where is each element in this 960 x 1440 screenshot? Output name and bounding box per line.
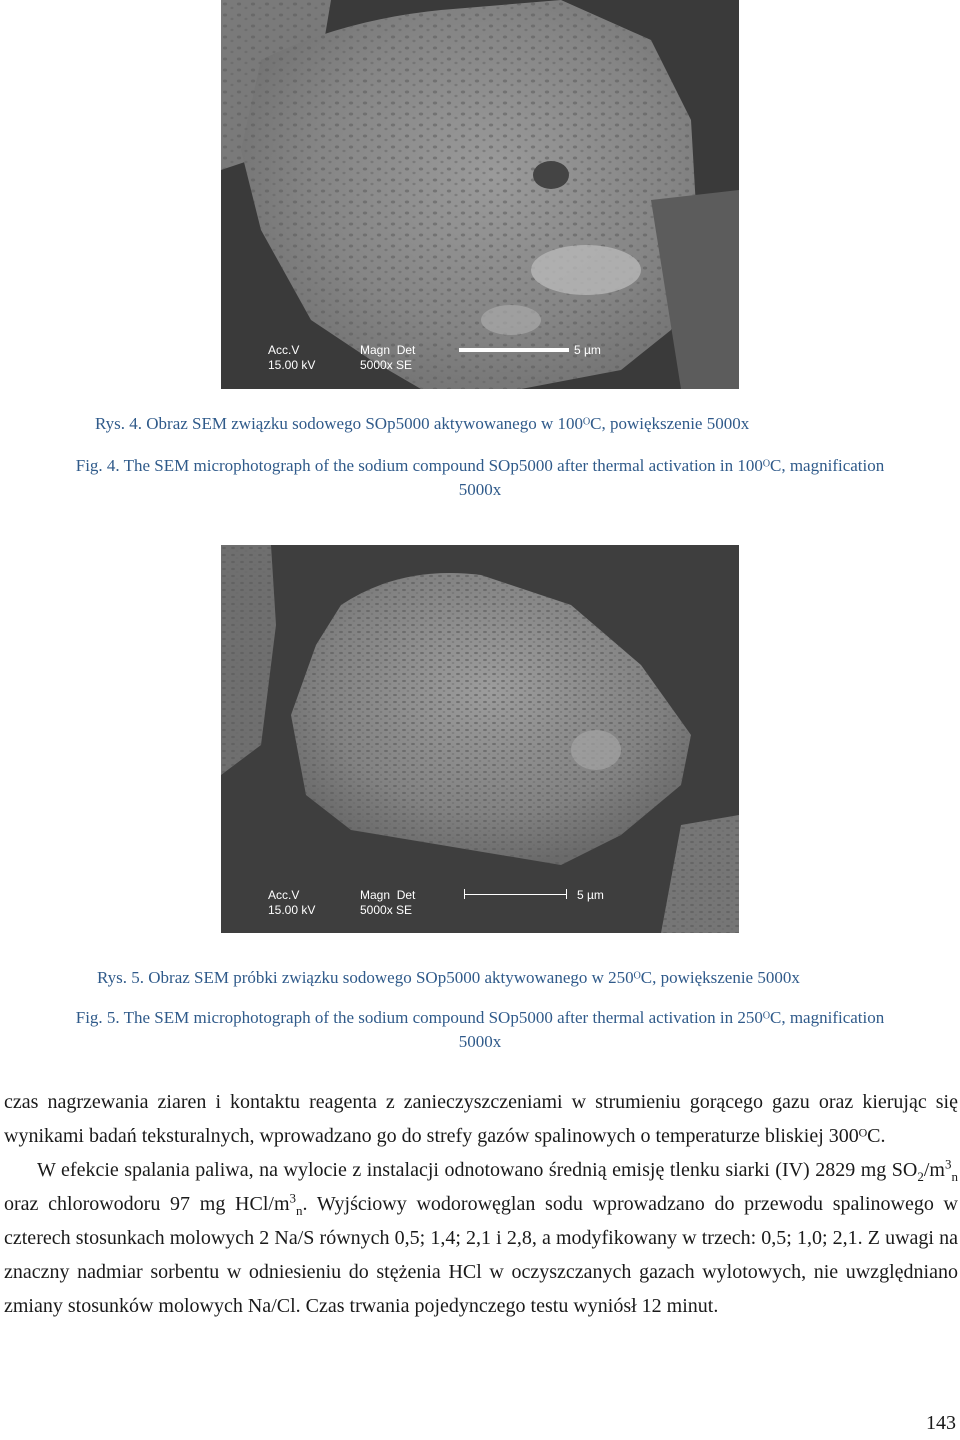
paragraph-2: W efekcie spalania paliwa, na wylocie z instalacji odnotowano średnią emisję tlenku siarki (IV) 2829 mg $SO_2/m^3_n$ oraz chlorowodoru 97 mg HCl/$m^3_n$. Wyjściowy wodorowęglan sodu wprowadzano do przewodu spalinowego w czterech stosunkach molowych 2 Na/S równych 0,5; 1,4; 2,1 i 2,8, a modyfikowany w trzech: 0,5; 1,0; 2,1. Z uwagi na znaczny nadmiar sorbentu w odniesieniu do stężenia HCl w oczyszczanych gazach wylotowych, nie uwzględniano zmiany stosunków molowych Na/Cl. Czas trwania pojedynczego testu wyniósł 12 minut. — [4, 1156, 958, 1317]
sem-image-fig5 — [221, 545, 739, 933]
scale-label: 5 µm — [574, 343, 601, 357]
acc-label: Acc.V 15.00 kV — [268, 343, 316, 372]
body-text — [4, 1085, 958, 1323]
figure4-caption-en: Fig. 4. The SEM microphotograph of the sodium compound SOp5000 after thermal activation in 100ᴼC, magnification 5000x — [75, 456, 885, 499]
scale-bar — [464, 894, 567, 895]
magn-label: Magn Det 5000x SE — [360, 343, 416, 372]
scale-bar-tick-right — [566, 889, 567, 899]
figure5-caption-pl: Rys. 5. Obraz SEM próbki związku sodowego SOp5000 aktywowanego w 250ᴼC, powiększenie 5000x — [97, 968, 800, 987]
magn-label: Magn Det 5000x SE — [360, 888, 416, 917]
figure4-caption-pl: Rys. 4. Obraz SEM związku sodowego SOp5000 aktywowanego w 100ᴼC, powiększenie 5000x — [95, 414, 750, 433]
scale-bar-tick-left — [464, 889, 465, 899]
sem-image-fig4 — [221, 0, 739, 389]
scale-bar — [459, 348, 569, 352]
scale-label: 5 µm — [577, 888, 604, 902]
paragraph-1: czas nagrzewania ziaren i kontaktu reagenta z zanieczyszczeniami w strumieniu gorącego gazu oraz kierując się wynikami badań teksturalnych, wprowadzano go do strefy gazów spalinowych o temperaturze bliskiej 300ᴼC. — [4, 1091, 958, 1147]
page-number: 143 — [926, 1412, 956, 1434]
sem-micrograph-fig5 — [221, 545, 739, 933]
sem-micrograph-fig4 — [221, 0, 739, 389]
figure5-caption-en: Fig. 5. The SEM microphotograph of the sodium compound SOp5000 after thermal activation in 250ᴼC, magnification 5000x — [75, 1008, 885, 1051]
acc-label: Acc.V 15.00 kV — [268, 888, 316, 917]
